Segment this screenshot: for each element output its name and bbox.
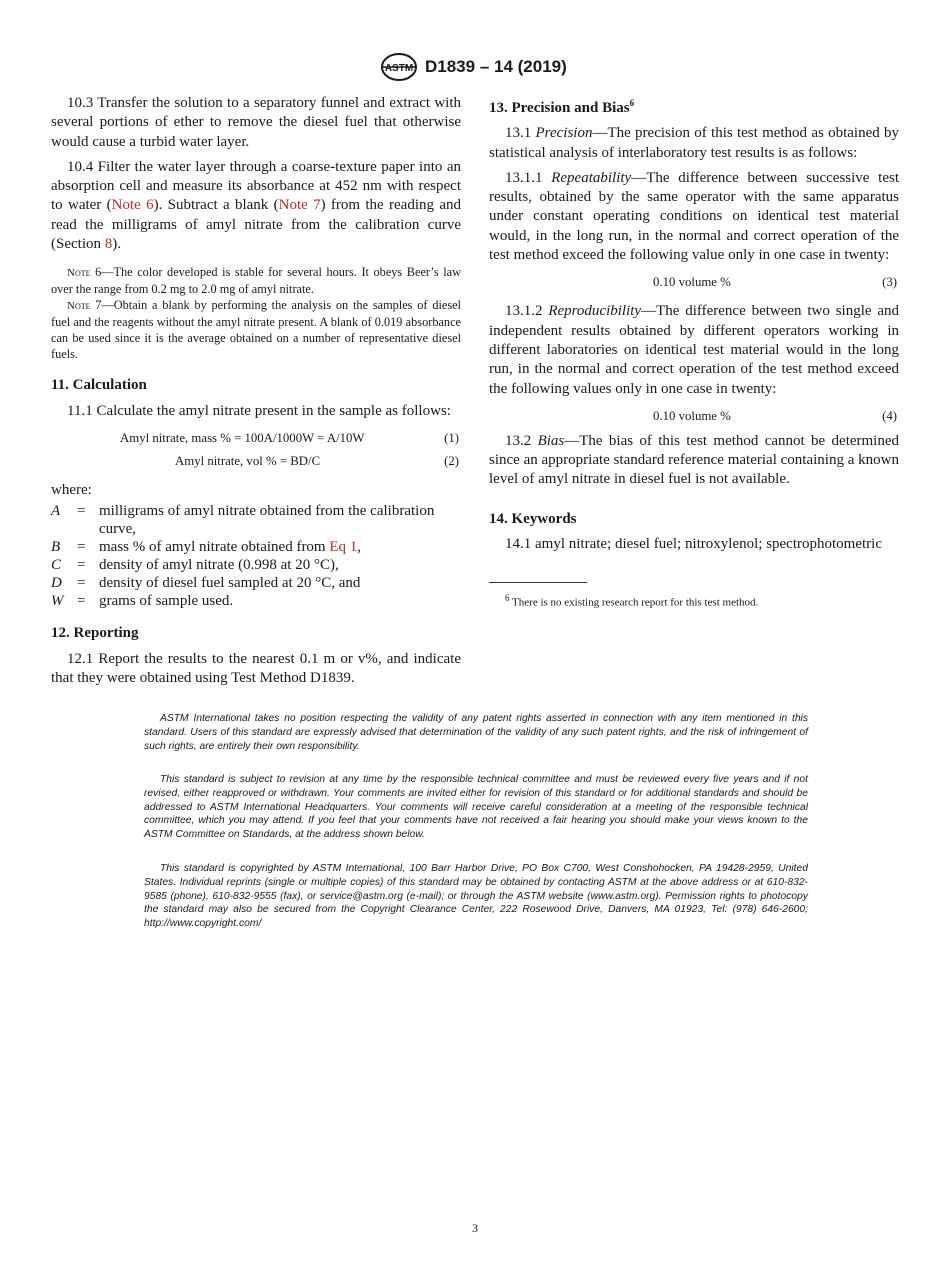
definition-c: C = density of amyl nitrate (0.998 at 20 °C), [51, 557, 339, 574]
footnote-6-ref: 6 [629, 98, 635, 108]
document-id: D1839 – 14 (2019) [425, 57, 567, 76]
paragraph-13-1-1: 13.1.1 Repeatability—The difference between successive test results, obtained by the same operator with the same apparatus under constant operating conditions on identical test material would, in the long run, in the normal and correct operation of the test method exceed the following value only in one case in twenty: [489, 169, 899, 264]
footnote-6: $^6$ There is no existing research report for this test method. [505, 593, 759, 609]
where-label: where: [51, 481, 92, 498]
note-6-link[interactable]: Note 6 [111, 197, 154, 214]
definition-w: W = grams of sample used. [51, 593, 234, 610]
paragraph-14-1: 14.1 amyl nitrate; diesel fuel; nitroxylenol; spectrophotometric [505, 536, 882, 553]
paragraph-11-1: 11.1 Calculate the amyl nitrate present in the sample as follows: [67, 402, 451, 419]
note-7: Note 7—Obtain a blank by performing the analysis on the samples of diesel fuel and the reagents without the amyl nitrate present. A blank of 0.019 absorbance can be used since it is the average obtained on a number of representative diesel fuels. [51, 298, 461, 362]
section-13-heading: 13. Precision and Bias$^6$ [489, 98, 635, 116]
paragraph-10-4: 10.4 Filter the water layer through a coarse-texture paper into an absorption cell and measure its absorbance at 452 nm with respect to water (Note 6). Subtract a blank (Note 7) from the reading and read the milligrams of amyl nitrate from the calibration curve (Section 8). [51, 158, 461, 253]
equation-4: 0.10 volume % (4) [653, 408, 897, 423]
note-6: Note 6—The color developed is stable for several hours. It obeys Beer’s law over the range from 0.2 mg to 2.0 mg of amyl nitrate. [51, 265, 461, 297]
astm-logo-icon [380, 52, 418, 82]
paragraph-13-1: 13.1 Precision—The precision of this test method as obtained by statistical analysis of interlaboratory test results is as follows: [489, 125, 899, 161]
section-8-link[interactable]: 8 [104, 236, 113, 253]
definition-b: B = mass % of amyl nitrate obtained from Eq 1, [51, 539, 362, 556]
equation-3: 0.10 volume % (3) [653, 275, 897, 290]
section-11-heading: 11. Calculation [51, 377, 147, 394]
equation-2: Amyl nitrate, vol % = BD/C (2) [175, 453, 459, 468]
section-12-heading: 12. Reporting [51, 625, 139, 642]
left-column [51, 94, 461, 694]
revision-disclaimer: This standard is subject to revision at any time by the responsible technical committee and must be reviewed every five years and if not revised, either reapproved or withdrawn. Your comments are invited either for revision of this standard or for additional standards and should be addressed to ASTM International Headquarters. Your comments will receive careful consideration at a meeting of the responsible technical committee, which you may attend. If you feel that your comments have not received a fair hearing you should make your views known to the ASTM Committee on Standards, at the address shown below. [144, 774, 808, 841]
footnote-rule [489, 582, 587, 583]
page-number: 3 [472, 1221, 478, 1235]
definitions-list [51, 502, 461, 610]
paragraph-13-1-2: 13.1.2 Reproducibility—The difference between two single and independent results obtained by different operators working in different laboratories on identical test material would in the long run, in the normal and correct operation of the test method exceed the following values only in one case in twenty: [489, 303, 900, 397]
paragraph-13-2: 13.2 Bias—The bias of this test method cannot be determined since an appropriate standard reference material containing a known level of amyl nitrate in diesel fuel is not available. [489, 432, 900, 488]
eq-1-link[interactable]: Eq 1 [329, 539, 358, 556]
paragraph-12-1: 12.1 Report the results to the nearest 0.1 m or v%, and indicate that they were obtained using Test Method D1839. [51, 650, 461, 686]
paragraph-10-3: 10.3 Transfer the solution to a separatory funnel and extract with several portions of ether to remove the diesel fuel that otherwise would cause a turbid water layer. [51, 95, 461, 150]
note-7-link[interactable]: Note 7 [278, 197, 321, 214]
definition-a: A = milligrams of amyl nitrate obtained from the calibration curve, [51, 503, 435, 538]
definition-d: D = density of diesel fuel sampled at 20 °C, and [51, 575, 361, 592]
patent-disclaimer: ASTM International takes no position respecting the validity of any patent rights asserted in connection with any item mentioned in this standard. Users of this standard are expressly advised that determination of the validity of any such patent rights, and the risk of infringement of such rights, are entirely their own responsibility. [144, 713, 808, 752]
equation-1: Amyl nitrate, mass % = 100A/1000W = A/10W (1) [120, 430, 459, 445]
copyright-notice: This standard is copyrighted by ASTM International, 100 Barr Harbor Drive, PO Box C700, West Conshohocken, PA 19428-2959, United States. Individual reprints (single or multiple copies) of this standard may be obtained by contacting ASTM at the above address or at 610-832-9585 (phone), 610-832-9555 (fax), or service@astm.org (e-mail); or through the ASTM website (www.astm.org). Permission rights to photocopy the standard may also be secured from the Copyright Clearance Center, 222 Rosewood Drive, Danvers, MA 01923, Tel: (978) 646-2600; http://www.copyright.com/ [144, 863, 808, 930]
page-header [0, 52, 950, 86]
svg-text:ASTM: ASTM [384, 63, 414, 74]
right-column [489, 94, 899, 610]
section-14-heading: 14. Keywords [489, 510, 577, 527]
